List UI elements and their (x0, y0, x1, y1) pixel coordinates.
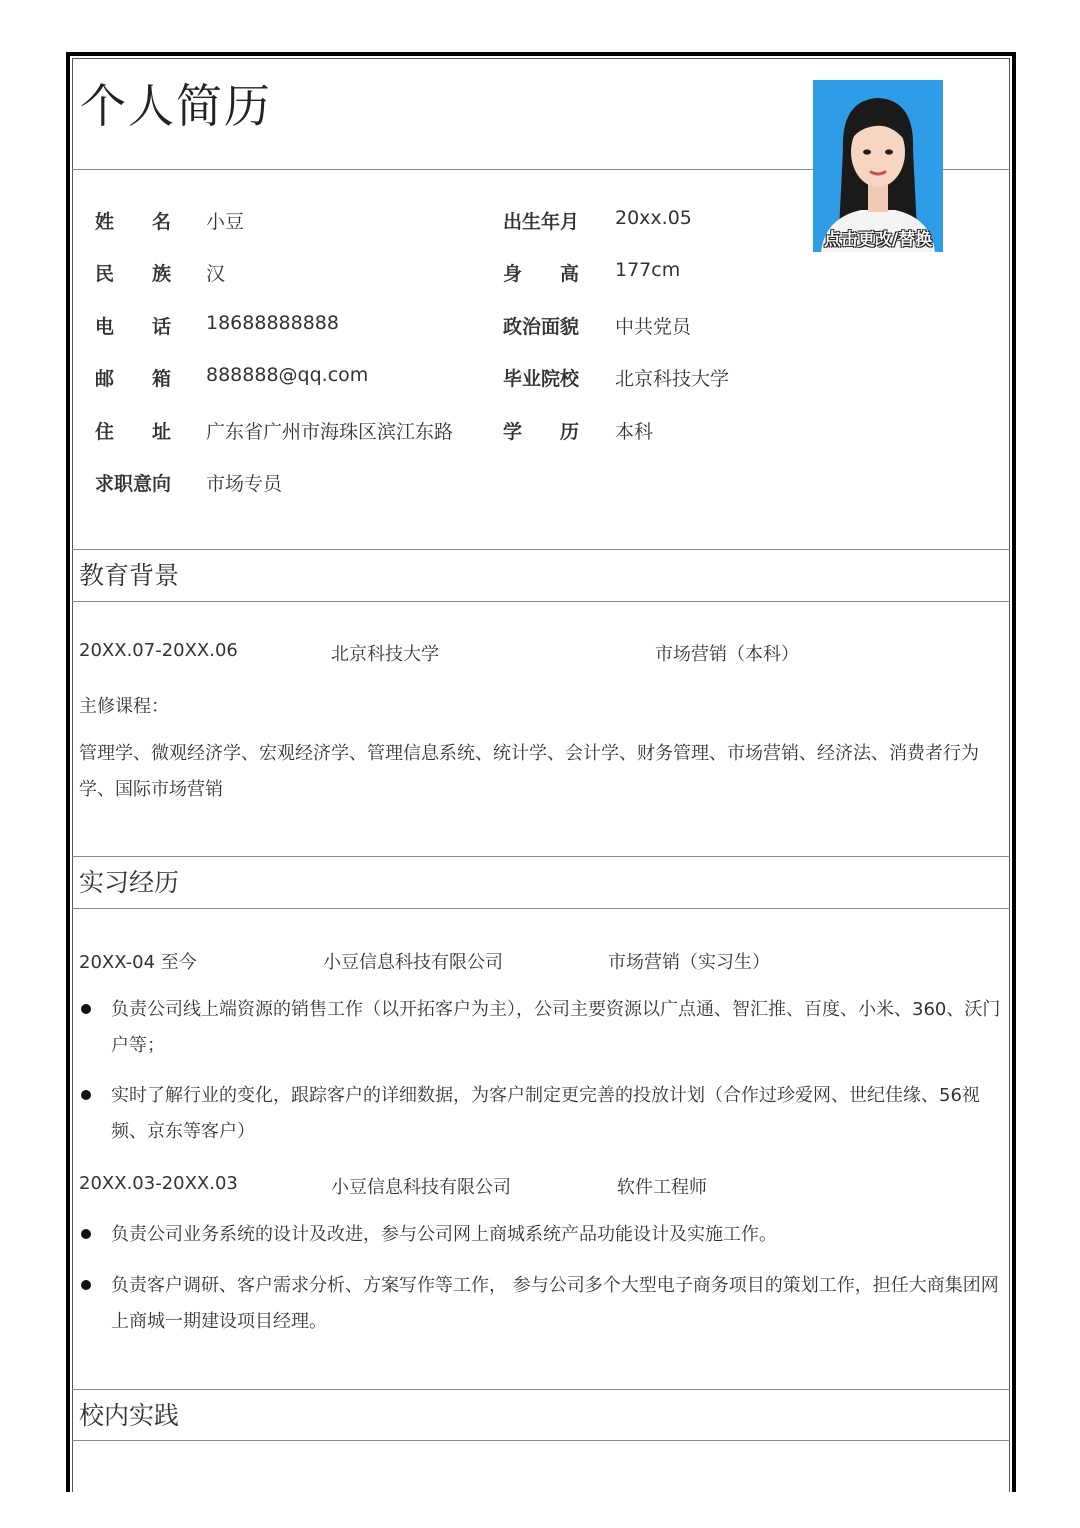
divider (72, 856, 1010, 857)
address-value: 广东省广州市海珠区滨江东路 (206, 421, 454, 443)
bullet-dot-icon (81, 1229, 91, 1239)
height-label-b: 高 (559, 263, 579, 285)
job-role: 软件工程师 (617, 1177, 707, 1198)
job-bullet-text: 负责公司线上端资源的销售工作（以开拓客户为主），公司主要资源以广点通、智汇推、百度、小米、360、沃门户等； (111, 999, 1001, 1056)
divider (72, 601, 1010, 602)
bullet-dot-icon (81, 1004, 91, 1014)
job-bullet-text: 负责公司业务系统的设计及改进，参与公司网上商城系统产品功能设计及实施工作。 (111, 1224, 777, 1245)
resume-title: 个人简历 (80, 79, 272, 133)
bullet-dot-icon (81, 1090, 91, 1100)
divider (72, 1440, 1010, 1441)
photo-caption: 点击更改/替换 (823, 230, 933, 250)
internship-title: 实习经历 (79, 868, 180, 897)
courses-label: 主修课程： (79, 696, 169, 717)
job-company: 小豆信息科技有限公司 (323, 952, 503, 973)
education-period: 20XX.07-20XX.06 (79, 640, 238, 661)
divider (72, 1389, 1010, 1390)
bullet-dot-icon (81, 1280, 91, 1290)
politics-value: 中共党员 (615, 316, 692, 338)
email-label (95, 364, 171, 391)
email-label-a: 邮 (95, 368, 115, 390)
divider (72, 549, 1010, 550)
name-label (95, 207, 171, 234)
degree-value: 本科 (615, 421, 654, 443)
ethnic-label-a: 民 (95, 263, 115, 285)
name-label-b: 名 (151, 211, 171, 233)
job-bullet-text: 负责客户调研、客户需求分析、方案写作等工作， 参与公司多个大型电子商务项目的策划工作，担任大商集团网上商城一期建设项目经理。 (111, 1275, 999, 1332)
job-role: 市场营销（实习生） (608, 952, 770, 973)
degree-label-a: 学 (503, 421, 523, 443)
intent-label: 求职意向 (95, 473, 172, 495)
education-title: 教育背景 (79, 561, 180, 590)
degree-label-b: 历 (559, 421, 579, 443)
name-label-a: 姓 (95, 211, 115, 233)
education-major: 市场营销（本科） (655, 644, 799, 665)
degree-label (503, 417, 579, 444)
profile-photo[interactable] (813, 80, 943, 252)
job-bullet-text: 实时了解行业的变化，跟踪客户的详细数据，为客户制定更完善的投放计划（合作过珍爱网、世纪佳缘、56视频、京东等客户） (111, 1085, 980, 1142)
phone-value: 18688888888 (206, 312, 339, 334)
ethnic-label-b: 族 (151, 263, 171, 285)
birth-label: 出生年月 (503, 211, 580, 233)
height-label (503, 259, 579, 286)
height-label-a: 身 (503, 263, 523, 285)
email-label-b: 箱 (151, 368, 171, 390)
address-label-a: 住 (95, 421, 115, 443)
courses-list: 管理学、微观经济学、宏观经济学、管理信息系统、统计学、会计学、财务管理、市场营销、经济法、消费者行为学、国际市场营销 (79, 743, 979, 800)
phone-label-a: 电 (95, 316, 115, 338)
divider (72, 908, 1010, 909)
address-label-b: 址 (151, 421, 171, 443)
job-period: 20XX-04 至今 (79, 952, 197, 973)
birth-value: 20xx.05 (615, 207, 692, 229)
phone-label-b: 话 (151, 316, 171, 338)
job-company: 小豆信息科技有限公司 (331, 1177, 511, 1198)
campus-title: 校内实践 (79, 1401, 180, 1430)
politics-label: 政治面貌 (503, 316, 580, 338)
email-value: 888888@qq.com (206, 364, 369, 386)
school-value: 北京科技大学 (615, 368, 730, 390)
height-value: 177cm (615, 259, 681, 281)
school-label: 毕业院校 (503, 368, 580, 390)
phone-label (95, 312, 171, 339)
intent-value: 市场专员 (206, 473, 283, 495)
job-period: 20XX.03-20XX.03 (79, 1173, 238, 1194)
ethnic-label (95, 259, 171, 286)
ethnic-value: 汉 (206, 263, 226, 285)
education-school: 北京科技大学 (331, 644, 439, 665)
name-value: 小豆 (206, 211, 245, 233)
address-label (95, 417, 171, 444)
